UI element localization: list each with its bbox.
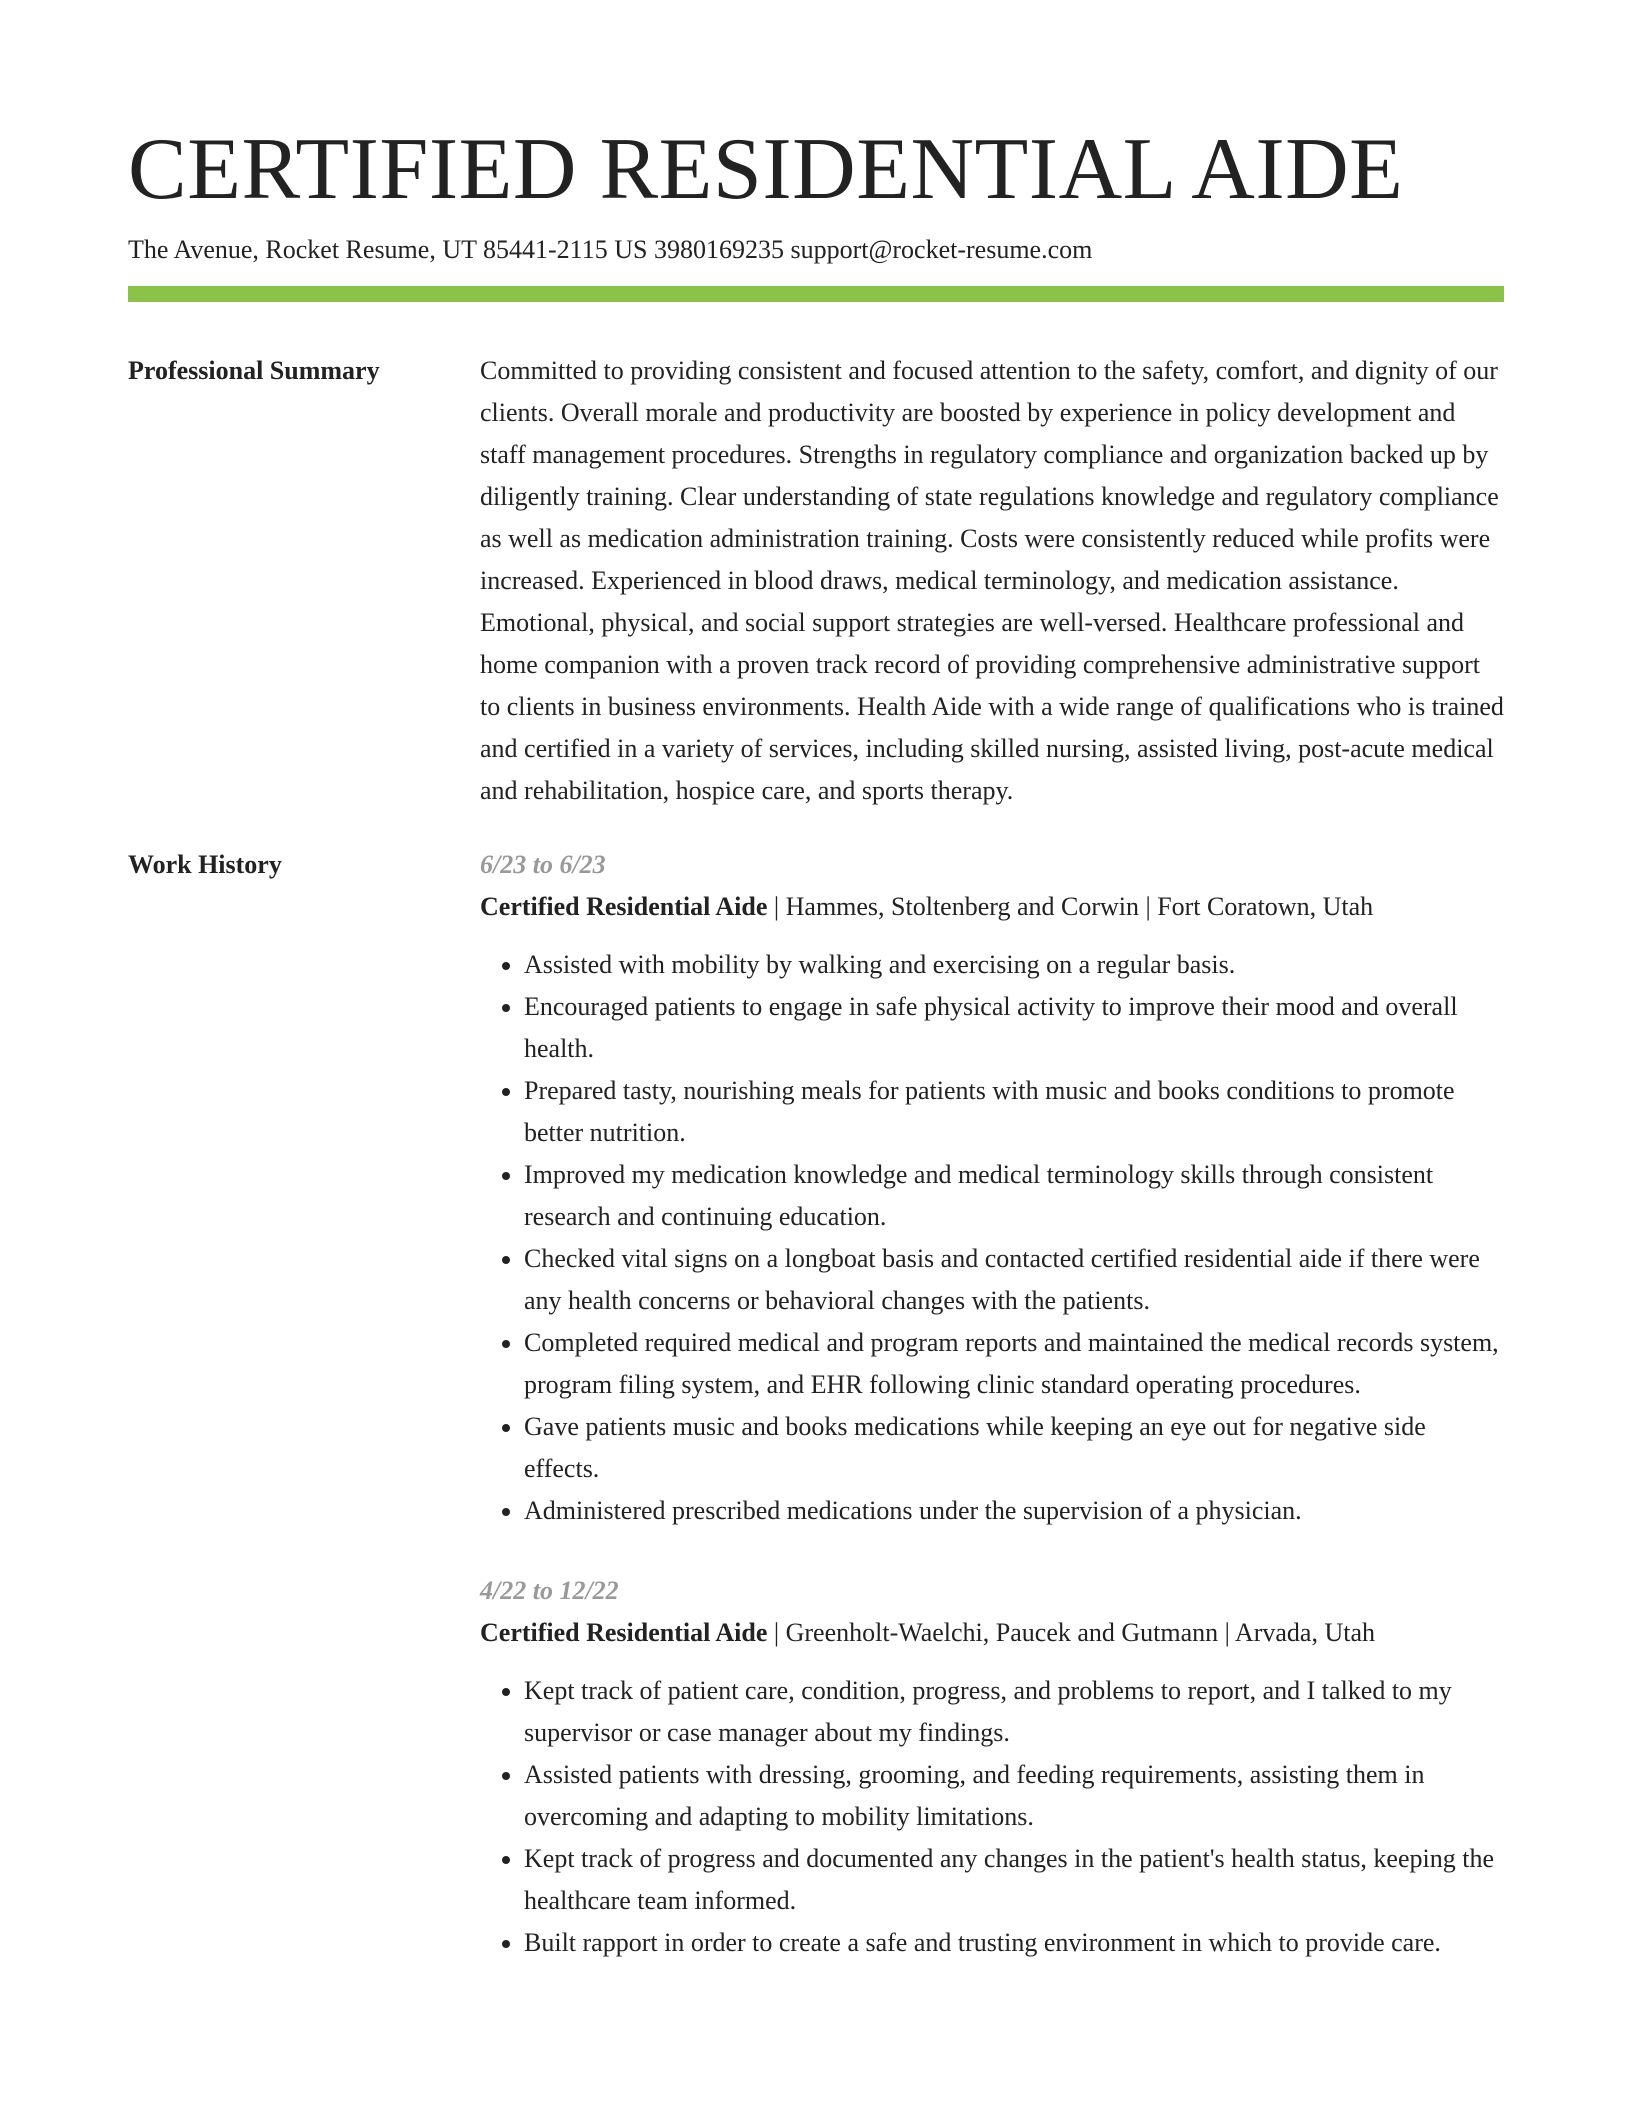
job-bullet: • Checked vital signs on a longboat basis and contacted certified residential aide if there were any health concerns or behavioral changes with the patients. (524, 1238, 1504, 1322)
job-bullet: • Improved my medication knowledge and medical terminology skills through consistent research and continuing education. (524, 1154, 1504, 1238)
job-title-line (480, 1612, 1504, 1654)
summary-section (128, 350, 1504, 812)
job-title: Certified Residential Aide (480, 1618, 768, 1647)
job-bullet: • Completed required medical and program reports and maintained the medical records system, program filing system, and EHR following clinic standard operating procedures. (524, 1322, 1504, 1406)
job-bullet-list (480, 1670, 1504, 1964)
contact-email: support@rocket-resume.com (790, 235, 1093, 264)
job-dates: 4/22 to 12/22 (480, 1576, 619, 1605)
work-history-body (480, 844, 1504, 2002)
job-bullet: • Assisted patients with dressing, grooming, and feeding requirements, assisting them in overcoming and adapting to mobility limitations. (524, 1754, 1504, 1838)
job-employer-location: | Greenholt-Waelchi, Paucek and Gutmann | Arvada, Utah (767, 1618, 1375, 1647)
summary-text: Committed to providing consistent and focused attention to the safety, comfort, and dignity of our clients. Overall morale and productivity are boosted by experience in policy development and staff management procedures. Strengths in regulatory compliance and organization backed up by diligently training. Clear understanding of state regulations knowledge and regulatory compliance as well as medication administration training. Costs were consistently reduced while profits were increased. Experienced in blood draws, medical terminology, and medication assistance. Emotional, physical, and social support strategies are well-versed. Healthcare professional and home companion with a proven track record of providing comprehensive administrative support to clients in business environments. Health Aide with a wide range of qualifications who is trained and certified in a variety of services, including skilled nursing, assisted living, post-acute medical and rehabilitation, hospice care, and sports therapy. (480, 356, 1504, 805)
resume-page (128, 120, 1504, 2002)
job-title: Certified Residential Aide (480, 892, 768, 921)
summary-label: Professional Summary (128, 356, 380, 385)
job-bullet: • Assisted with mobility by walking and exercising on a regular basis. (524, 944, 1504, 986)
job-employer-location: | Hammes, Stoltenberg and Corwin | Fort Coratown, Utah (767, 892, 1374, 921)
job-title-line (480, 886, 1504, 928)
job-dates: 6/23 to 6/23 (480, 850, 606, 879)
job-entry (480, 844, 1504, 1532)
job-bullet: • Built rapport in order to create a safe and trusting environment in which to provide care. (524, 1922, 1504, 1964)
job-bullet: • Kept track of progress and documented any changes in the patient's health status, keeping the healthcare team informed. (524, 1838, 1504, 1922)
contact-line (128, 232, 1504, 268)
job-bullet-list (480, 944, 1504, 1532)
header-divider (128, 286, 1504, 302)
job-bullet: • Kept track of patient care, condition, progress, and problems to report, and I talked to my supervisor or case manager about my findings. (524, 1670, 1504, 1754)
contact-address: The Avenue, Rocket Resume, UT 85441-2115 US (128, 235, 648, 264)
job-bullet: • Encouraged patients to engage in safe physical activity to improve their mood and overall health. (524, 986, 1504, 1070)
work-history-section (128, 844, 1504, 2002)
work-history-label: Work History (128, 850, 282, 879)
resume-name: CERTIFIED RESIDENTIAL AIDE (128, 121, 1404, 218)
job-entry (480, 1570, 1504, 1964)
summary-body (480, 350, 1504, 812)
contact-phone: 3980169235 (653, 235, 784, 264)
job-bullet: • Administered prescribed medications under the supervision of a physician. (524, 1490, 1504, 1532)
job-bullet: • Prepared tasty, nourishing meals for patients with music and books conditions to promote better nutrition. (524, 1070, 1504, 1154)
job-bullet: • Gave patients music and books medications while keeping an eye out for negative side effects. (524, 1406, 1504, 1490)
